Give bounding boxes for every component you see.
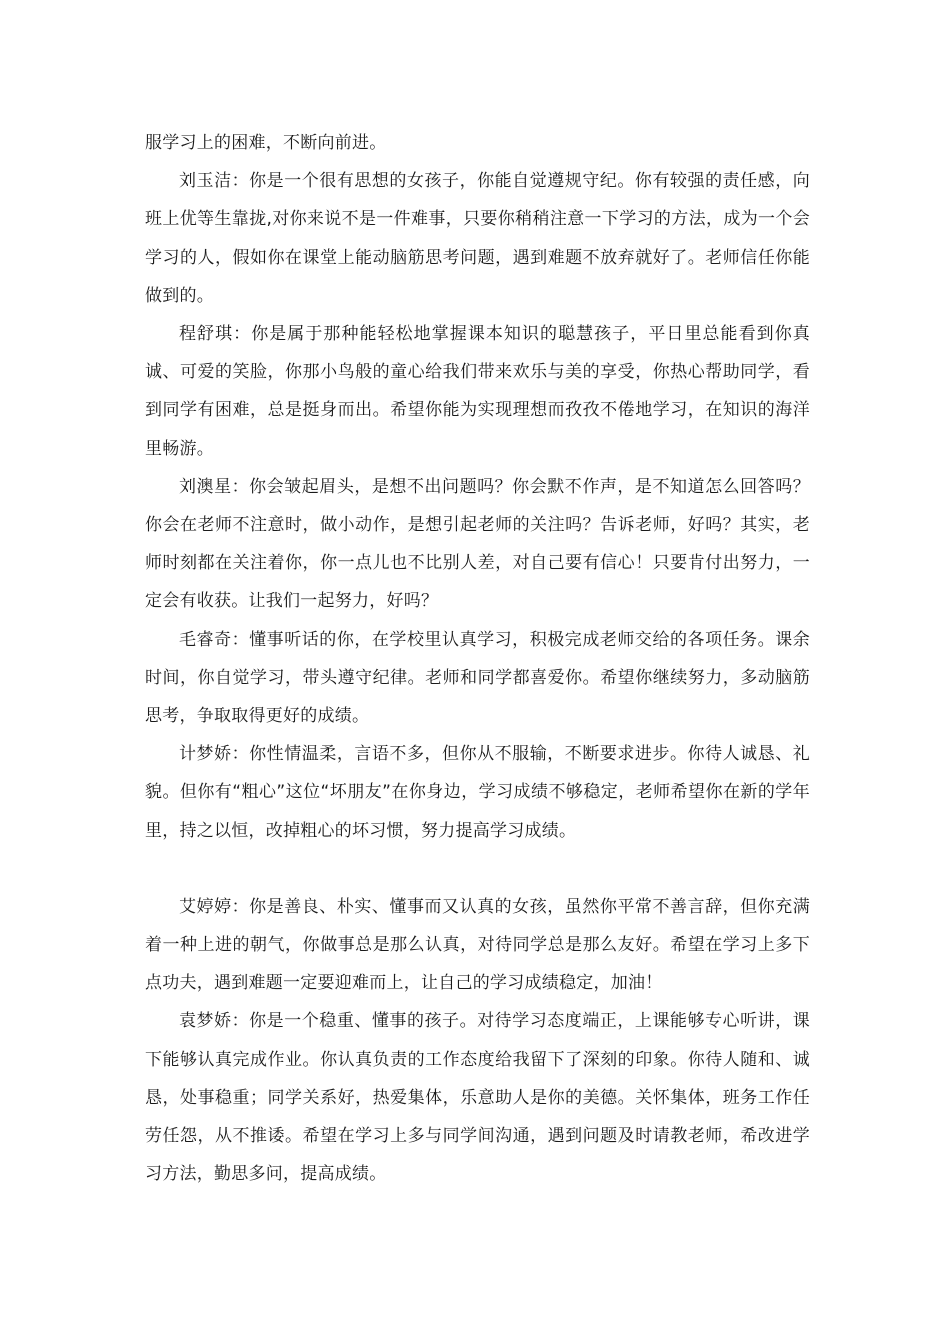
paragraph-mao-ruiqi: 毛睿奇：懂事听话的你，在学校里认真学习，积极完成老师交给的各项任务。课余时间，你自觉学习，带头遵守纪律。老师和同学都喜爱你。希望你继续努力，多动脑筋思考，争取取得更好的成绩。: [145, 629, 810, 727]
paragraph-ji-mengjiao: 计梦娇：你性情温柔，言语不多，但你从不服输，不断要求进步。你待人诚恳、礼貌。但你有“粗心”这位“坏朋友”在你身边，学习成绩不够稳定，老师希望你在新的学年里，持之以恒，改掉粗心的坏习惯，努力提高学习成绩。: [145, 744, 810, 841]
paragraph-yuan-mengjiao: 袁梦娇：你是一个稳重、懂事的孩子。对待学习态度端正，上课能够专心听讲，课下能够认真完成作业。你认真负责的工作态度给我留下了深刻的印象。你待人随和、诚恳，处事稳重；同学关系好，热爱集体，乐意助人是你的美德。关怀集体，班务工作任劳任怨，从不推诿。希望在学习上多与同学间沟通，遇到问题及时请教老师，希改进学习方法，勤思多问，提高成绩。: [145, 1011, 810, 1185]
document-body: [145, 124, 810, 1193]
paragraph-liu-yujie: 刘玉洁：你是一个很有思想的女孩子，你能自觉遵规守纪。你有较强的责任感，向班上优等生靠拢,对你来说不是一件难事，只要你稍稍注意一下学习的方法，成为一个会学习的人，假如你在课堂上能动脑筋思考问题，遇到难题不放弃就好了。老师信任你能做到的。: [145, 171, 810, 306]
paragraph-ai-tingting: 艾婷婷：你是善良、朴实、懂事而又认真的女孩，虽然你平常不善言辞，但你充满着一种上进的朝气，你做事总是那么认真，对待同学总是那么友好。希望在学习上多下点功夫，遇到难题一定要迎难而上，让自己的学习成绩稳定，加油！: [145, 896, 810, 994]
paragraph-cheng-shuqi: 程舒琪：你是属于那种能轻松地掌握课本知识的聪慧孩子，平日里总能看到你真诚、可爱的笑脸，你那小鸟般的童心给我们带来欢乐与美的享受，你热心帮助同学，看到同学有困难，总是挺身而出。希望你能为实现理想而孜孜不倦地学习，在知识的海洋里畅游。: [145, 324, 810, 459]
paragraph-spacer: [145, 850, 810, 888]
paragraph-continuation: 服学习上的困难，不断向前进。: [145, 133, 387, 153]
paragraph-liu-aoxing: 刘澳星：你会皱起眉头，是想不出问题吗？你会默不作声，是不知道怎么回答吗？你会在老师不注意时，做小动作，是想引起老师的关注吗？告诉老师，好吗？其实，老师时刻都在关注着你，你一点儿也不比别人差，对自己要有信心！只要肯付出努力，一定会有收获。让我们一起努力，好吗？: [145, 476, 810, 612]
